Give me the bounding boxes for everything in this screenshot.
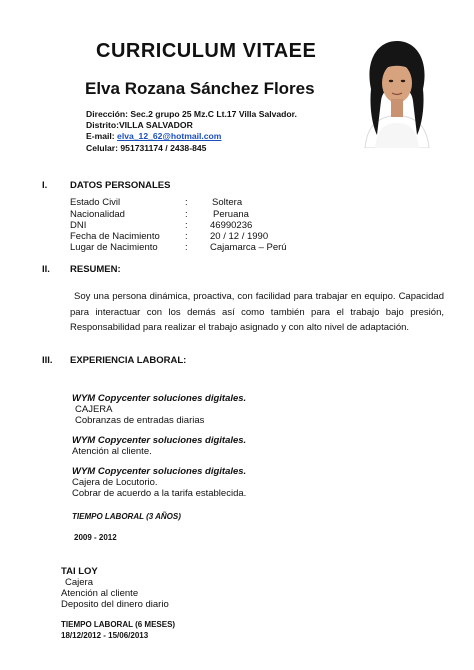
section-experience-number: III. bbox=[42, 355, 53, 366]
row-value: Peruana bbox=[213, 209, 249, 220]
job-company: WYM Copycenter soluciones digitales. bbox=[72, 435, 247, 446]
email-label: E-mail: bbox=[86, 131, 118, 141]
tenure-dates-tailoy: 18/12/2012 - 15/06/2013 bbox=[61, 631, 149, 640]
section-personal-number: I. bbox=[42, 180, 48, 191]
row-colon: : bbox=[185, 242, 188, 253]
personal-row bbox=[0, 197, 474, 209]
row-colon: : bbox=[185, 220, 188, 231]
row-colon: : bbox=[185, 209, 188, 220]
row-label: Lugar de Nacimiento bbox=[70, 242, 158, 253]
tenure-label-tailoy: TIEMPO LABORAL (6 MESES) bbox=[61, 620, 176, 629]
row-value: 20 / 12 / 1990 bbox=[210, 231, 269, 242]
row-label: Nacionalidad bbox=[70, 209, 125, 220]
job-duty: Atención al cliente bbox=[61, 588, 139, 599]
job-duty: Cobranzas de entradas diarias bbox=[75, 415, 205, 426]
section-summary-number: II. bbox=[42, 264, 50, 275]
job-duty: Cajera de Locutorio. bbox=[72, 477, 158, 488]
summary-text: Soy una persona dinámica, proactiva, con facilidad para trabajar en equipo. Capacidad para interactuar con los demás así como también para el trabajo bajo presión, Responsabilidad para realizar el trabajo asignado y con alto nivel de adaptación. bbox=[70, 291, 444, 333]
row-value: Cajamarca – Perú bbox=[210, 242, 287, 253]
cv-title: CURRICULUM VITAEE bbox=[96, 40, 317, 62]
job-company: WYM Copycenter soluciones digitales. bbox=[72, 393, 247, 404]
job-company: WYM Copycenter soluciones digitales. bbox=[72, 466, 247, 477]
tenure-years: 2009 - 2012 bbox=[74, 533, 117, 542]
profile-photo bbox=[355, 31, 439, 148]
row-label: Fecha de Nacimiento bbox=[70, 231, 160, 242]
row-label: Estado Civil bbox=[70, 197, 121, 208]
summary-paragraph bbox=[70, 289, 444, 336]
phone-line: Celular: 951731174 / 2438-845 bbox=[86, 143, 207, 153]
job-duty: Cobrar de acuerdo a la tarifa establecida. bbox=[72, 488, 247, 499]
personal-row bbox=[0, 242, 474, 254]
row-value: Soltera bbox=[212, 197, 243, 208]
job-company-tailoy: TAI LOY bbox=[61, 566, 98, 577]
section-experience-title: EXPERIENCIA LABORAL: bbox=[70, 355, 187, 366]
candidate-name: Elva Rozana Sánchez Flores bbox=[85, 79, 315, 98]
row-colon: : bbox=[185, 197, 188, 208]
district-line: Distrito:VILLA SALVADOR bbox=[86, 120, 193, 130]
row-label: DNI bbox=[70, 220, 87, 231]
job-duty: CAJERA bbox=[75, 404, 113, 415]
section-personal-title: DATOS PERSONALES bbox=[70, 180, 171, 191]
section-summary-title: RESUMEN: bbox=[70, 264, 121, 275]
tenure-label: TIEMPO LABORAL (3 AÑOS) bbox=[72, 512, 181, 521]
address-line: Dirección: Sec.2 grupo 25 Mz.C Lt.17 Villa Salvador. bbox=[86, 109, 297, 119]
job-duty: Atención al cliente. bbox=[72, 446, 152, 457]
email-link[interactable]: elva_12_62@hotmail.com bbox=[117, 131, 222, 141]
job-duty: Deposito del dinero diario bbox=[61, 599, 169, 610]
job-duty: Cajera bbox=[65, 577, 93, 588]
email-line bbox=[86, 131, 221, 141]
row-value: 46990236 bbox=[210, 220, 253, 231]
row-colon: : bbox=[185, 231, 188, 242]
